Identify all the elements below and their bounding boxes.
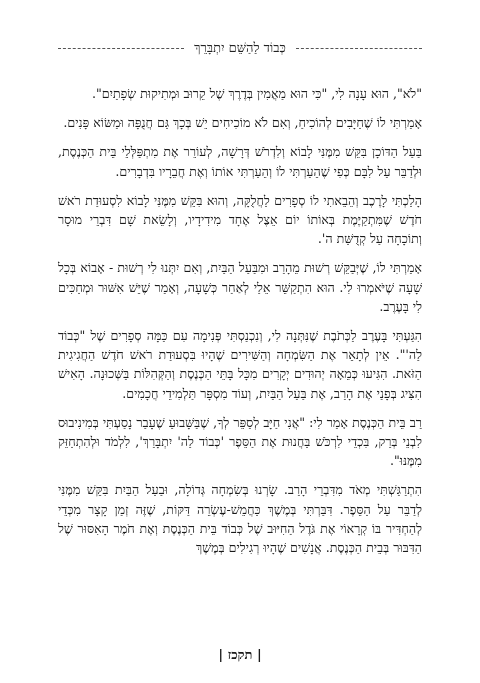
paragraph: רַב בֵּית הַכְּנֶסֶת אָמַר לִי: "אֲנִי חַיָּב לְסַפֵּר לְךָ, שֶׁבַּשָּׁבוּעַ שֶׁעָבַר נָסַעְתִּי בְּמִינִיבוּס לִבְנֵי בְּרַק, בִּכְדֵי לִרְכֹּשׁ בַּחֲנוּת אֶת הַסֵּפֶר 'כְּבוֹד לַה' יִתְבָּרַךְ', לִלְמֹד וּלְהִתְחַזֵּק מִמֶּנּוּ". bbox=[58, 414, 422, 469]
paragraph: הָלַכְתִּי לָרֶכֶב וְהֵבֵאתִי לוֹ סְפָרִים לַחֲלֻקָּה, וְהוּא בִּקֵּשׁ מִמֶּנִּי לָבוֹא לִסְעוּדַת רֹאשׁ חֹדֶשׁ שֶׁמִּתְקַיֶּמֶת בְּאוֹתוֹ יוֹם אֵצֶל אֶחָד מִידִידָיו, וְלָשֵׂאת שָׁם דִּבְרֵי מוּסָר וְתוֹכָחָה עַל קְדֻשַּׁת ה'. bbox=[58, 192, 422, 247]
paragraph: הִתְרַגַּשְׁתִּי מְאֹד מִדִּבְרֵי הָרַב. שָׂרְנוּ בְּשִׂמְחָה גְּדוֹלָה, וּבַעַל הַבַּיִת בִּקֵּשׁ מִמֶּנִּי לְדַבֵּר עַל הַסֵּפֶר. דִּבַּרְתִּי בְּמֶשֶׁךְ כַּחֲמֵשׁ-עֶשְׂרֵה דַּקּוֹת, שֶׁזֶּה זְמַן קָצָר מִכְּדֵי לְהַחְדִּיר בּוֹ קְרָאוֹי אֶת גֹּדֶל הַחִיּוּב שֶׁל כְּבוֹד בֵּית הַכְּנֶסֶת וְאֶת חֹמֶר הָאִסּוּר שֶׁל הַדִּבּוּר בְּבֵית הַכְּנֶסֶת. אֲנָשִׁים שֶׁהָיוּ רְגִילִים בְּמֶשֶׁךְ bbox=[58, 482, 422, 556]
body-text bbox=[58, 84, 422, 567]
header-rule-right bbox=[296, 48, 422, 49]
paragraph: הִגַּעְתִּי בָּעֶרֶב לַכְּתֹבֶת שֶׁנִּתְּנָה לִי, וְנִכְנַסְתִּי פְּנִימָה עִם כַּמָּה סְפָרִים שֶׁל "כְּבוֹד לַה'". אֵין לְתָאֵר אֶת הַשִּׂמְחָה וְהַשִּׁירִים שֶׁהָיוּ בִּסְעוּדַת רֹאשׁ חֹדֶשׁ הַחֲגִיגִית הַזֹּאת. הִגִּיעוּ כְּמֵאָה יְהוּדִים יְקָרִים מִכָּל בָּתֵּי הַכְּנֶסֶת וְהַקְּהִלּוֹת בַּשְּׁכוּנָה. הָאִישׁ הִצִּיג בְּפָנַי אֶת הָרַב, אֶת בַּעַל הַבַּיִת, וְעוֹד מִסְפָּר תַּלְמִידֵי חֲכָמִים. bbox=[58, 328, 422, 401]
header-title: כְּבוֹד לַהַשֵּׁם יִתְבָּרֵךְ bbox=[194, 41, 286, 56]
paragraph: "לֹא", הוּא עָנָה לִי, "כִּי הוּא מַאֲמִין בְּדֶרֶךְ שֶׁל קֵרוּב וּמְתִיקוּת שְׂפָתַיִם". bbox=[91, 86, 422, 101]
paragraph: בַּעַל הַדּוֹכָן בִּקֵּשׁ מִמֶּנִּי לָבוֹא וְלִדְרֹשׁ דְּרָשָׁה, לְעוֹרֵר אֶת מִתְפַּלְּלֵי בֵּית הַכְּנֶסֶת, וּלְדַבֵּר עַל לִבָּם כְּפִי שֶׁהֵעַרְתִּי לוֹ וְהֵעַרְתִּי אוֹתוֹ וְאֶת חֲבֵרָיו בִּדְבָרִים. bbox=[58, 144, 422, 179]
page-number: | תקכז | bbox=[218, 648, 262, 663]
running-header bbox=[58, 40, 422, 56]
paragraph: אָמַרְתִּי לוֹ שֶׁחַיָּבִים לְהוֹכִיחַ, וְאִם לֹא מוֹכִיחִים יֵשׁ בְּכָךְ גַּם חֲנֻפָּה וּמַשּׂוֹא פָּנִים. bbox=[63, 115, 422, 131]
paragraph: אָמַרְתִּי לוֹ, שֶׁיְּבַקֵּשׁ רְשׁוּת מֵהָרַב וּמִבַּעַל הַבַּיִת, וְאִם יִתְּנוּ לִי רְשׁוּת - אָבוֹא בְּכָל שָׁעָה שֶׁיֹּאמְרוּ לִי. הוּא הִתְקַשֵּׁר אֵלַי לְאַחַר כְּשָׁעָה, וְאָמַר שֶׁיֵּשׁ אִשּׁוּר וּמְחַכִּים לִי בָּעֶרֶב. bbox=[58, 260, 422, 314]
header-rule-left bbox=[58, 48, 184, 49]
